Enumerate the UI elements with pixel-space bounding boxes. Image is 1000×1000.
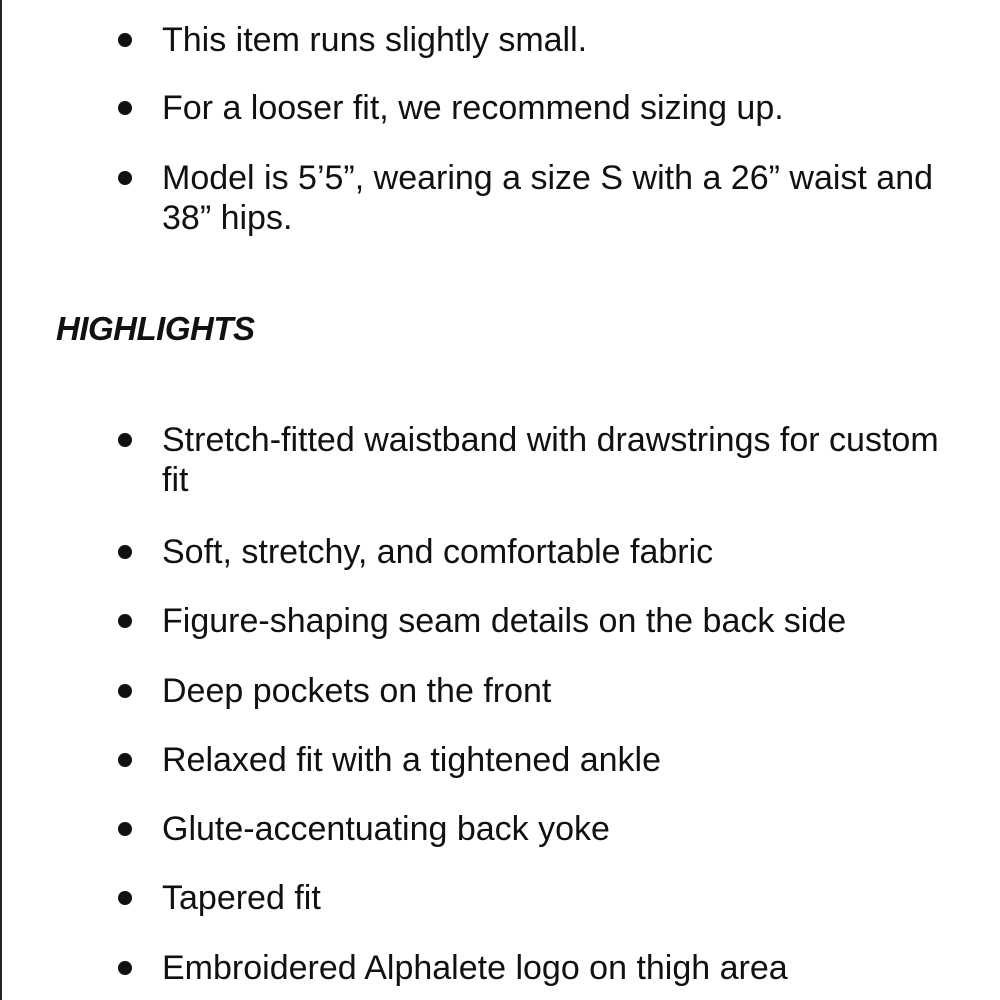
bullet-icon bbox=[118, 753, 132, 767]
highlights-heading: HIGHLIGHTS bbox=[56, 310, 255, 347]
highlight-text: Embroidered Alphalete logo on thigh area bbox=[162, 949, 788, 987]
highlight-text: Figure-shaping seam details on the back side bbox=[162, 602, 847, 640]
fit-note-text: For a looser fit, we recommend sizing up. bbox=[162, 89, 784, 127]
left-border-rule bbox=[0, 0, 2, 1000]
highlight-text: Tapered fit bbox=[162, 879, 321, 917]
highlight-text: Stretch-fitted waistband with drawstrings for custom fit bbox=[162, 421, 939, 499]
fit-note-text: Model is 5’5”, wearing a size S with a 26” waist and 38” hips. bbox=[162, 159, 934, 237]
highlight-text: Glute-accentuating back yoke bbox=[162, 810, 610, 848]
fit-note-text: This item runs slightly small. bbox=[162, 21, 588, 59]
bullet-icon bbox=[118, 33, 132, 47]
bullet-icon bbox=[118, 822, 132, 836]
highlight-text: Relaxed fit with a tightened ankle bbox=[162, 741, 661, 779]
highlight-text: Deep pockets on the front bbox=[162, 672, 552, 710]
bullet-icon bbox=[118, 171, 132, 185]
bullet-icon bbox=[118, 891, 132, 905]
highlight-text: Soft, stretchy, and comfortable fabric bbox=[162, 533, 714, 571]
bullet-icon bbox=[118, 614, 132, 628]
bullet-icon bbox=[118, 433, 132, 447]
bullet-icon bbox=[118, 961, 132, 975]
bullet-icon bbox=[118, 684, 132, 698]
bullet-icon bbox=[118, 545, 132, 559]
bullet-icon bbox=[118, 101, 132, 115]
